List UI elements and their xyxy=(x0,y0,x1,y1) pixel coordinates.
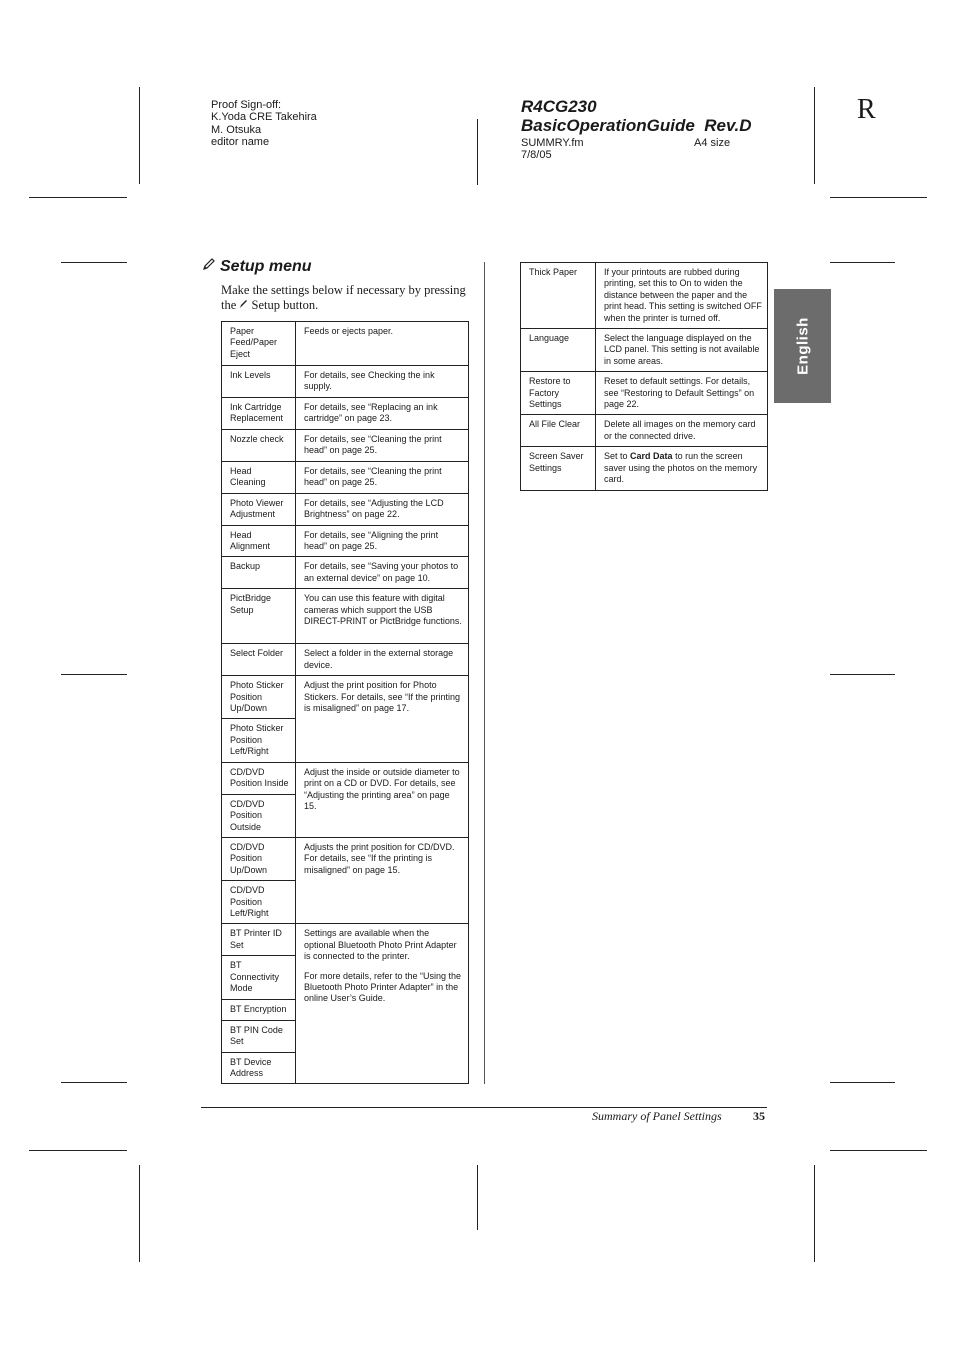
setting-name: All File Clear xyxy=(521,415,596,447)
table-row xyxy=(222,644,469,676)
doc-size: A4 size xyxy=(694,137,731,149)
setting-desc: Feeds or ejects paper. xyxy=(296,322,469,366)
setting-name: PictBridge Setup xyxy=(222,589,296,644)
proof-line: Proof Sign-off: xyxy=(211,99,282,111)
setting-name: Language xyxy=(521,329,596,372)
setting-name: BT PIN Code Set xyxy=(222,1020,296,1052)
crop-mark xyxy=(814,87,815,184)
table-row xyxy=(222,589,469,644)
intro-text: the xyxy=(221,297,237,312)
setting-name: BT Device Address xyxy=(222,1052,296,1084)
table-row xyxy=(222,837,469,880)
setting-name: BT Printer ID Set xyxy=(222,924,296,956)
crop-mark xyxy=(29,197,127,198)
setting-desc: For details, see “Saving your photos to an external device” on page 10. xyxy=(296,557,469,589)
crop-mark xyxy=(61,1082,127,1083)
setting-name: Photo Sticker Position Left/Right xyxy=(222,719,296,762)
page-number: 35 xyxy=(753,1109,765,1123)
table-row xyxy=(222,366,469,398)
setting-name: Head Alignment xyxy=(222,525,296,557)
doc-meta xyxy=(521,137,584,162)
doc-title-line: R4CG230 xyxy=(521,97,597,116)
crop-mark xyxy=(477,1165,478,1230)
section-intro xyxy=(221,283,471,312)
proof-line: M. Otsuka xyxy=(211,123,262,136)
setting-desc: Adjusts the print position for CD/DVD. For details, see “If the printing is misaligned” on page 15. xyxy=(296,837,469,923)
setting-desc: For details, see “Cleaning the print head” on page 25. xyxy=(296,461,469,493)
setting-desc: Adjust the inside or outside diameter to print on a CD or DVD. For details, see “Adjusting the printing area” on page 15. xyxy=(296,762,469,837)
table-row xyxy=(222,429,469,461)
bt-note: Settings are available when the optional Bluetooth Photo Print Adapter is connected to the printer. xyxy=(304,928,457,962)
intro-text: Setup button. xyxy=(251,297,319,312)
setting-name: CD/DVD Position Inside xyxy=(222,762,296,794)
table-row xyxy=(521,415,768,447)
setting-name: CD/DVD Position Left/Right xyxy=(222,881,296,924)
table-row xyxy=(521,372,768,415)
table-row xyxy=(222,557,469,589)
setting-name: Photo Viewer Adjustment xyxy=(222,493,296,525)
setting-desc xyxy=(596,447,768,491)
setting-name: CD/DVD Position Outside xyxy=(222,794,296,837)
setting-name: CD/DVD Position Up/Down xyxy=(222,837,296,880)
proof-line: K.Yoda CRE Takehira xyxy=(211,111,317,124)
crop-mark xyxy=(830,674,895,675)
doc-filename: SUMMRY.fm xyxy=(521,137,584,149)
bt-note: For more details, refer to the “Using the Bluetooth Photo Printer Adapter” in the online User’s Guide. xyxy=(304,970,462,1004)
crop-mark xyxy=(139,87,140,184)
crop-mark xyxy=(814,1165,815,1262)
spacer xyxy=(304,963,463,971)
setting-name: Select Folder xyxy=(222,644,296,676)
crop-mark xyxy=(830,1082,895,1083)
setting-name: Paper Feed/Paper Eject xyxy=(222,322,296,366)
setting-name: Nozzle check xyxy=(222,429,296,461)
setting-name: Screen Saver Settings xyxy=(521,447,596,491)
setting-name: Photo Sticker Position Up/Down xyxy=(222,676,296,719)
language-tab xyxy=(774,289,831,403)
setup-menu-table-continued xyxy=(520,262,768,491)
column-divider xyxy=(484,262,485,1084)
setting-desc: Delete all images on the memory card or the connected drive. xyxy=(596,415,768,447)
setup-menu-table xyxy=(221,321,469,1084)
crop-mark xyxy=(830,262,895,263)
crop-mark xyxy=(61,262,127,263)
setting-desc: For details, see “Aligning the print head” on page 25. xyxy=(296,525,469,557)
setting-desc: Select the language displayed on the LCD panel. This setting is not available in some areas. xyxy=(596,329,768,372)
table-row xyxy=(222,924,469,956)
setting-name: Ink Cartridge Replacement xyxy=(222,397,296,429)
table-row xyxy=(222,676,469,719)
intro-line xyxy=(221,298,471,313)
section-title: Setup menu xyxy=(220,257,312,275)
desc-text: to run the screen saver using the photos on the memory card. xyxy=(604,451,758,485)
setting-name: BT Encryption xyxy=(222,999,296,1020)
doc-date: 7/8/05 xyxy=(521,149,552,162)
card-data-term: Card Data xyxy=(630,451,673,462)
intro-line: Make the settings below if necessary by pressing xyxy=(221,283,466,297)
pencil-icon xyxy=(202,257,216,276)
setting-desc: For details, see Checking the ink supply. xyxy=(296,366,469,398)
setting-desc: You can use this feature with digital cameras which support the USB DIRECT-PRINT or PictBridge functions. xyxy=(296,589,469,644)
proof-line: editor name xyxy=(211,136,270,149)
crop-mark xyxy=(830,1150,927,1151)
crop-mark xyxy=(477,119,478,185)
table-row xyxy=(222,322,469,366)
setting-desc: Adjust the print position for Photo Stickers. For details, see “If the printing is misaligned” on page 17. xyxy=(296,676,469,762)
footer-section-title: Summary of Panel Settings xyxy=(592,1109,722,1123)
doc-title-line: BasicOperationGuide Rev.D xyxy=(521,116,752,135)
section-heading xyxy=(202,257,312,276)
desc-text: Set to xyxy=(604,451,628,462)
footer-rule xyxy=(201,1107,767,1108)
setting-name: Restore to Factory Settings xyxy=(521,372,596,415)
setting-desc: For details, see “Cleaning the print head” on page 25. xyxy=(296,429,469,461)
setting-desc: For details, see “Adjusting the LCD Brightness” on page 22. xyxy=(296,493,469,525)
language-tab-label: English xyxy=(794,317,811,375)
crop-mark xyxy=(29,1150,127,1151)
proof-signoff xyxy=(211,99,317,149)
table-row xyxy=(222,397,469,429)
setting-desc xyxy=(296,924,469,1084)
table-row xyxy=(222,762,469,794)
table-row xyxy=(521,329,768,372)
table-row xyxy=(222,525,469,557)
setting-name: Backup xyxy=(222,557,296,589)
table-row xyxy=(521,263,768,329)
crop-mark xyxy=(139,1165,140,1262)
setting-name: Head Cleaning xyxy=(222,461,296,493)
setting-desc: Reset to default settings. For details, see “Restoring to Default Settings” on page 22. xyxy=(596,372,768,415)
setting-name: Thick Paper xyxy=(521,263,596,329)
table-row xyxy=(521,447,768,491)
crop-mark xyxy=(830,197,927,198)
crop-mark xyxy=(61,674,127,675)
table-row xyxy=(222,461,469,493)
setting-desc: For details, see “Replacing an ink cartridge” on page 23. xyxy=(296,397,469,429)
setup-button-icon xyxy=(239,298,248,313)
setting-desc: If your printouts are rubbed during printing, set this to On to widen the distance between the paper and the print head. This setting is switched OFF when the printer is turned off. xyxy=(596,263,768,329)
setting-name: Ink Levels xyxy=(222,366,296,398)
setting-desc: Select a folder in the external storage device. xyxy=(296,644,469,676)
doc-title xyxy=(521,97,752,135)
setting-name: BT Connectivity Mode xyxy=(222,956,296,999)
page-letter: R xyxy=(857,94,876,125)
table-row xyxy=(222,493,469,525)
